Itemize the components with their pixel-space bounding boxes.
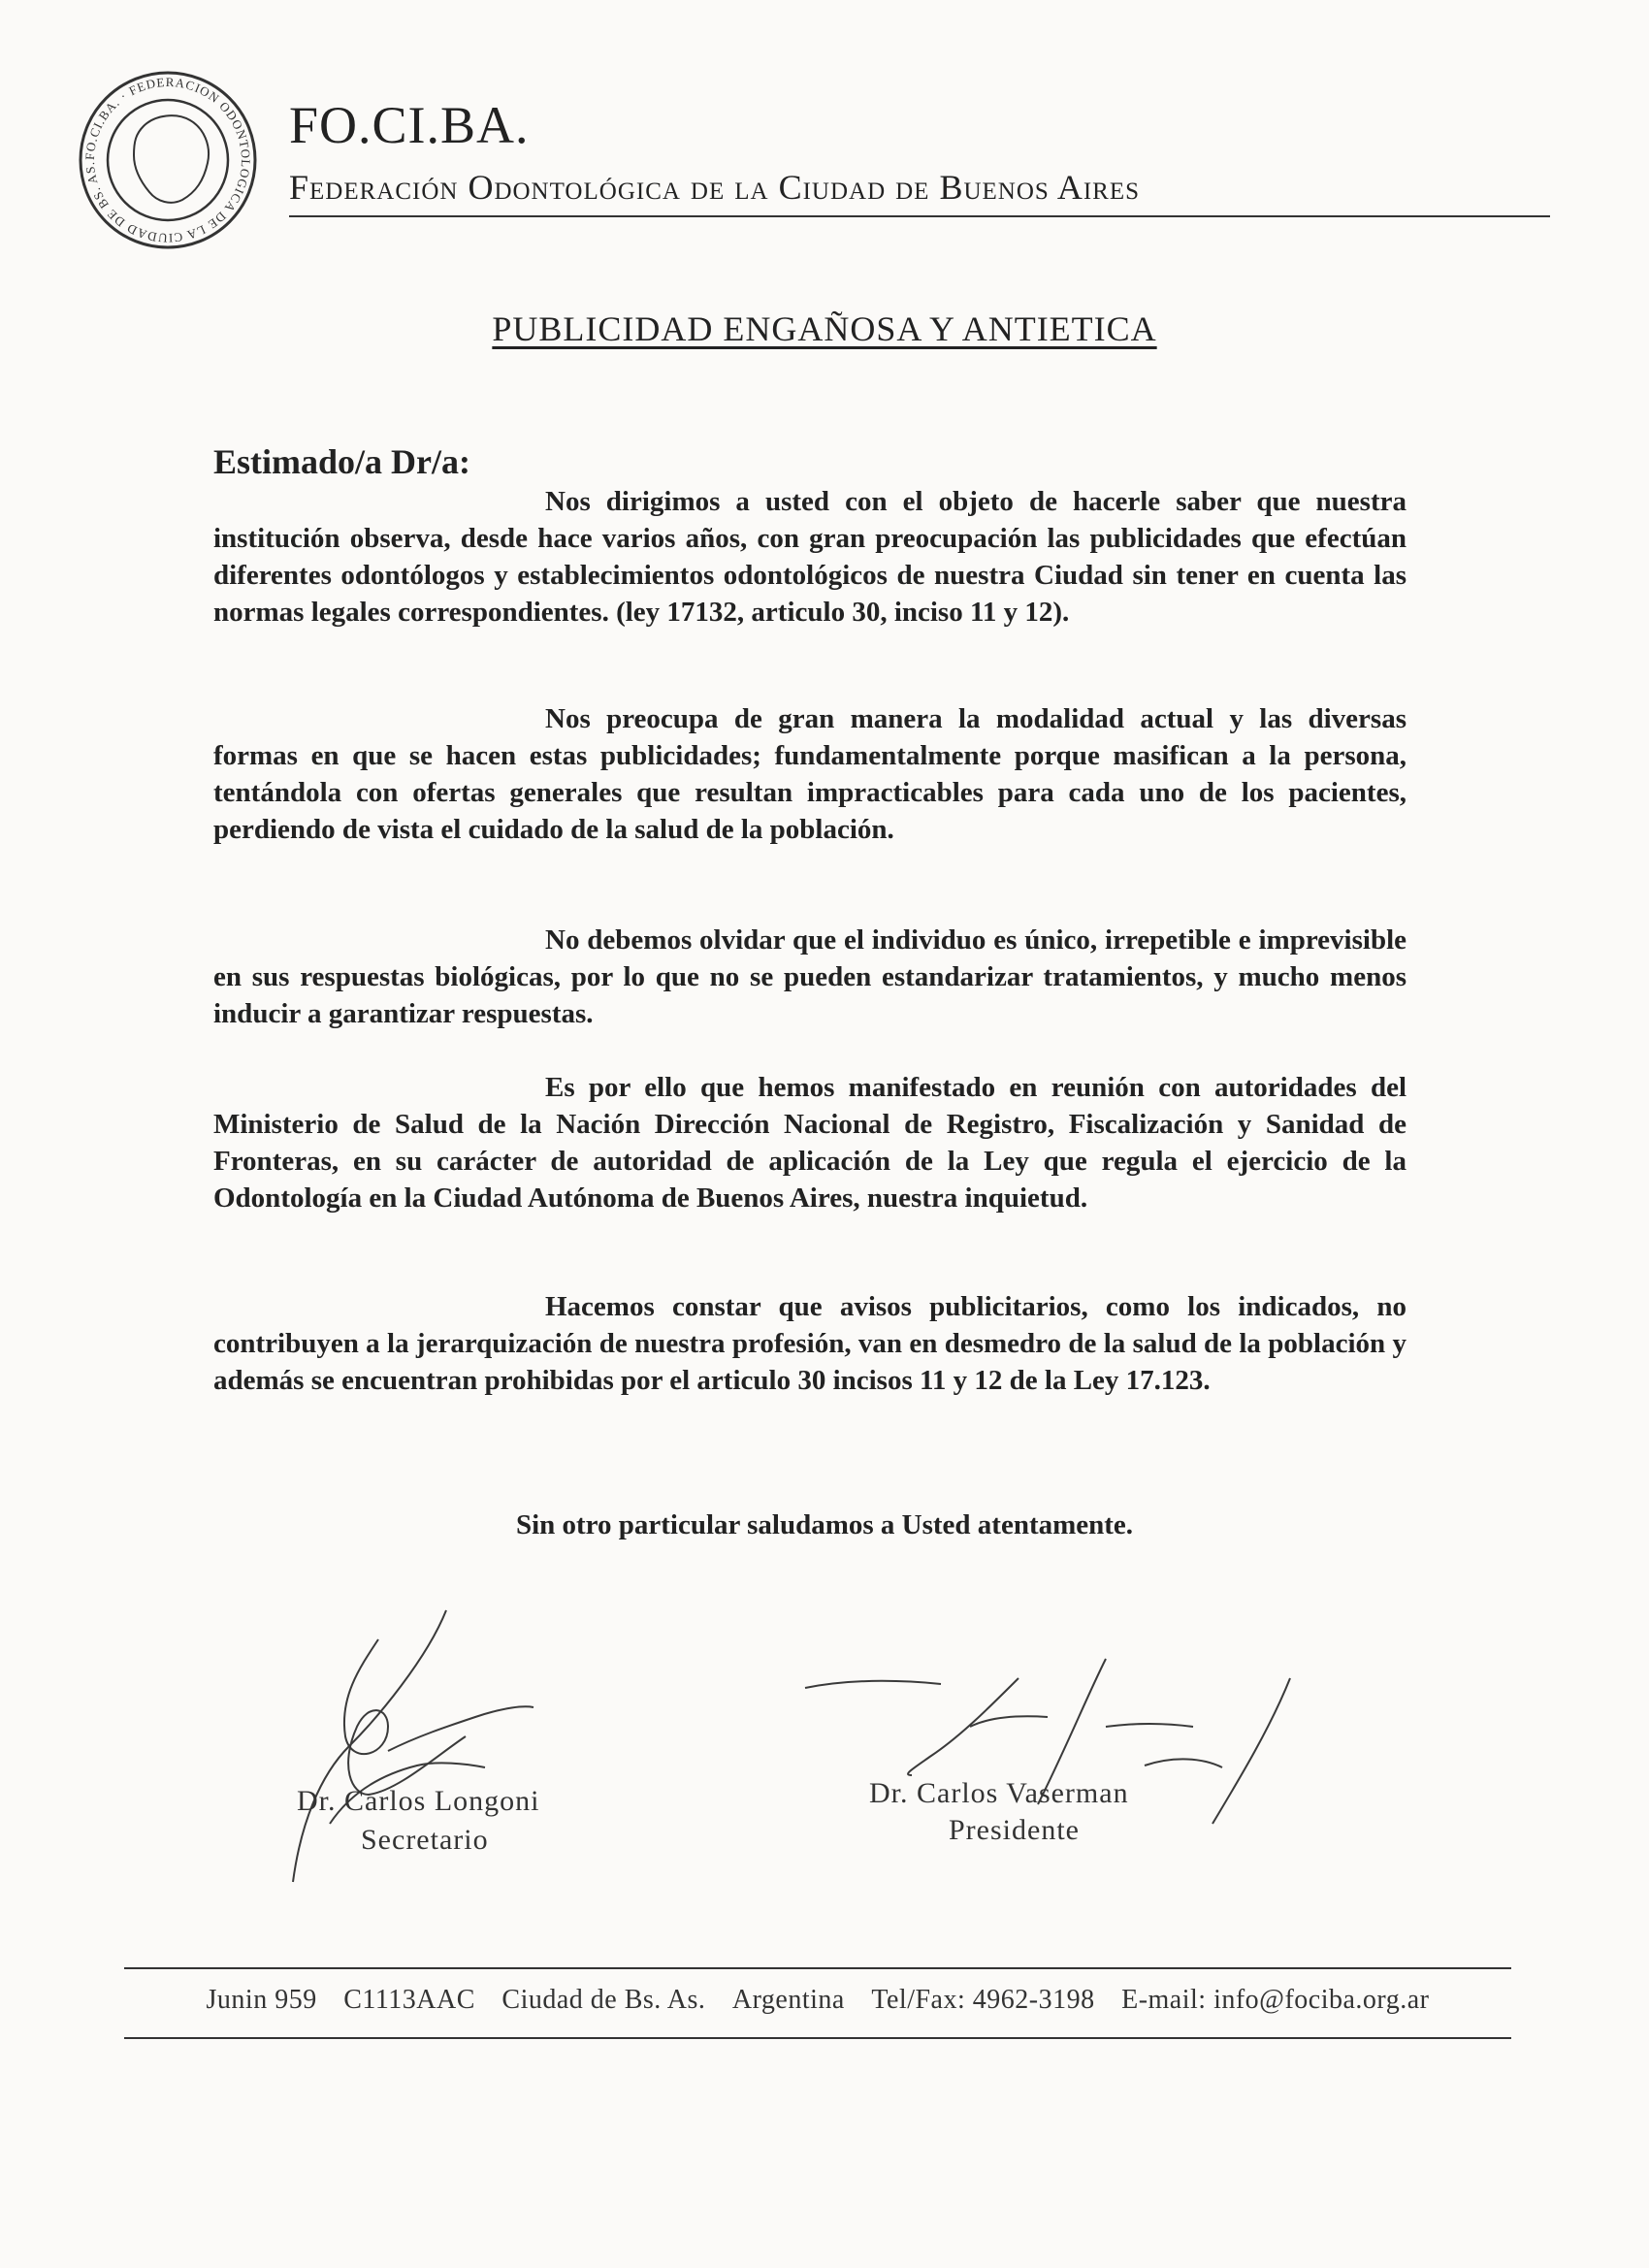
header-divider — [289, 215, 1550, 217]
footer-divider-top — [124, 1967, 1511, 1969]
seal-text: FO.CI.BA. · FEDERACION ODONTOLOGICA DE LA CIUDAD DE BS. AS. — [81, 74, 254, 246]
org-abbreviation: FO.CI.BA. — [289, 96, 530, 154]
footer-address: Junin 959 — [206, 1985, 317, 2015]
footer-postal-code: C1113AAC — [343, 1985, 475, 2015]
footer-contact — [124, 1985, 1511, 2016]
paragraph-3: No debemos olvidar que el individuo es único, irrepetible e imprevisible en sus respuestas biológicas, por lo que no se pueden estandarizar tratamientos, y mucho menos inducir a garantizar respuestas. — [213, 924, 1406, 1029]
president-name: Dr. Carlos Vaserman — [869, 1777, 1129, 1809]
org-full-name: Federación Odontológica de la Ciudad de Buenos Aires — [289, 168, 1140, 207]
secretary-name: Dr. Carlos Longoni — [297, 1785, 540, 1817]
paragraph-1: Nos dirigimos a usted con el objeto de hacerle saber que nuestra institución observa, desde hace varios años, con gran preocupación las publicidades que efectúan diferentes odontólogos y establecimientos odontológicos de nuestra Ciudad sin tener en cuenta las normas legales correspondientes. (ley 17132, articulo 30, inciso 11 y 12). — [213, 486, 1406, 628]
paragraph-2: Nos preocupa de gran manera la modalidad actual y las diversas formas en que se hacen estas publicidades; fundamentalmente porque masifican a la persona, tentándola con ofertas generales que resultan impracticables para cada uno de los pacientes, perdiendo de vista el cuidado de la salud de la población. — [213, 703, 1406, 845]
footer-country: Argentina — [731, 1985, 845, 2015]
president-role: Presidente — [949, 1814, 1080, 1846]
paragraph-5: Hacemos constar que avisos publicitarios, como los indicados, no contribuyen a la jerarquización de nuestra profesión, van en desmedro de la salud de la población y además se encuentran prohibidas por el articulo 30 incisos 11 y 12 de la Ley 17.123. — [213, 1291, 1406, 1396]
secretary-role: Secretario — [361, 1824, 489, 1856]
fociba-seal-icon — [76, 68, 260, 252]
closing-line: Sin otro particular saludamos a Usted atentamente. — [515, 1509, 1134, 1540]
paragraph-4: Es por ello que hemos manifestado en reunión con autoridades del Ministerio de Salud de la Nación Dirección Nacional de Registro, Fiscalización y Sanidad de Fronteras, en su carácter de autoridad de aplicación de la Ley que regula el ejercicio de la Odontología en la Ciudad Autónoma de Buenos Aires, nuestra inquietud. — [213, 1072, 1406, 1214]
footer-city: Ciudad de Bs. As. — [501, 1985, 706, 2015]
footer-divider-bottom — [124, 2037, 1511, 2039]
salutation: Estimado/a Dr/a: — [213, 442, 470, 481]
footer-phone: Tel/Fax: 4962-3198 — [871, 1985, 1095, 2015]
footer-email: E-mail: info@fociba.org.ar — [1121, 1985, 1430, 2015]
letter-title: PUBLICIDAD ENGAÑOSA Y ANTIETICA — [492, 309, 1157, 348]
